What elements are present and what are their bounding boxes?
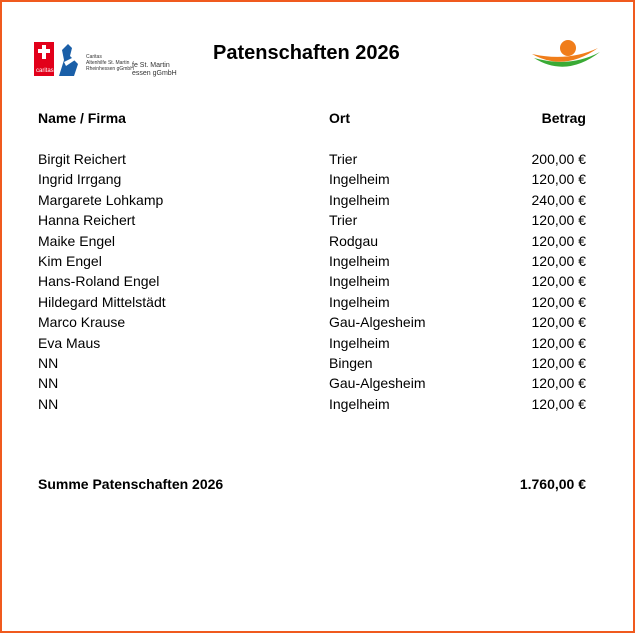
column-header-betrag: Betrag	[541, 110, 586, 126]
table-row	[38, 396, 586, 416]
sponsor-name: NN	[38, 395, 59, 412]
sponsor-location: Ingelheim	[329, 171, 390, 188]
sponsor-amount: 120,00 €	[531, 171, 586, 188]
sponsor-name: Birgit Reichert	[38, 151, 126, 167]
sponsor-location: Rodgau	[329, 232, 379, 249]
sponsor-amount: 120,00 €	[531, 375, 586, 392]
table-row	[38, 233, 586, 253]
sponsor-location: Bingen	[329, 355, 373, 371]
table-row	[38, 314, 586, 334]
st-martin-icon	[56, 42, 82, 78]
sponsor-location: Trier	[329, 212, 358, 229]
sponsor-amount: 120,00 €	[531, 355, 586, 371]
sponsor-name: NN	[38, 355, 59, 371]
sponsor-amount: 120,00 €	[531, 293, 586, 310]
sponsor-amount: 120,00 €	[531, 273, 586, 290]
column-header-name: Name / Firma	[38, 110, 126, 126]
caritas-flame-icon	[34, 42, 54, 76]
sponsor-name: Ingrid Irrgang	[38, 171, 122, 188]
sponsor-location: Ingelheim	[329, 293, 390, 310]
sponsor-location: Ingelheim	[329, 273, 390, 290]
caritas-logo	[34, 42, 184, 82]
sponsor-name: Kim Engel	[38, 253, 102, 269]
caritas-text: Caritas Altenhilfe St. Martin Rheinhessen gGmbH	[86, 54, 134, 72]
table-row	[38, 192, 586, 212]
sponsor-name: Eva Maus	[38, 334, 101, 351]
sponsor-name: Maike Engel	[38, 232, 116, 249]
svg-text:caritas: caritas	[36, 68, 54, 74]
page-title: Patenschaften 2026	[213, 42, 400, 64]
caritas-text-repeat: fe St. Martin essen gGmbH	[132, 62, 177, 77]
sponsor-location: Ingelheim	[329, 253, 390, 269]
sponsor-amount: 120,00 €	[531, 253, 586, 269]
sponsor-location: Gau-Algesheim	[329, 314, 426, 331]
sponsor-amount: 120,00 €	[531, 212, 586, 229]
sponsor-name: NN	[38, 375, 59, 392]
table-row	[38, 212, 586, 232]
table-row	[38, 253, 586, 273]
table-row	[38, 375, 586, 395]
sponsor-amount: 120,00 €	[531, 334, 586, 351]
table-row	[38, 335, 586, 355]
table-row	[38, 355, 586, 375]
sponsor-amount: 120,00 €	[531, 314, 586, 331]
table-row	[38, 273, 586, 293]
sponsor-amount: 240,00 €	[531, 191, 586, 208]
sponsor-name: Hanna Reichert	[38, 212, 136, 229]
sponsor-amount: 120,00 €	[531, 232, 586, 249]
sponsor-amount: 200,00 €	[531, 151, 586, 167]
sponsor-name: Hans-Roland Engel	[38, 273, 160, 290]
table-row	[38, 294, 586, 314]
sponsor-name: Hildegard Mittelstädt	[38, 293, 166, 310]
sponsor-location: Ingelheim	[329, 191, 390, 208]
summary-label: Summe Patenschaften 2026	[38, 476, 224, 492]
organization-logo	[530, 38, 602, 78]
column-header-ort: Ort	[329, 110, 350, 126]
sponsor-amount: 120,00 €	[531, 395, 586, 412]
sponsor-location: Ingelheim	[329, 334, 390, 351]
sponsor-location: Gau-Algesheim	[329, 375, 426, 392]
table-row	[38, 151, 586, 171]
table-row	[38, 171, 586, 191]
sponsor-name: Margarete Lohkamp	[38, 191, 164, 208]
sponsor-location: Trier	[329, 151, 358, 167]
sponsor-name: Marco Krause	[38, 314, 126, 331]
sponsor-location: Ingelheim	[329, 395, 390, 412]
summary-value: 1.760,00 €	[519, 476, 586, 492]
